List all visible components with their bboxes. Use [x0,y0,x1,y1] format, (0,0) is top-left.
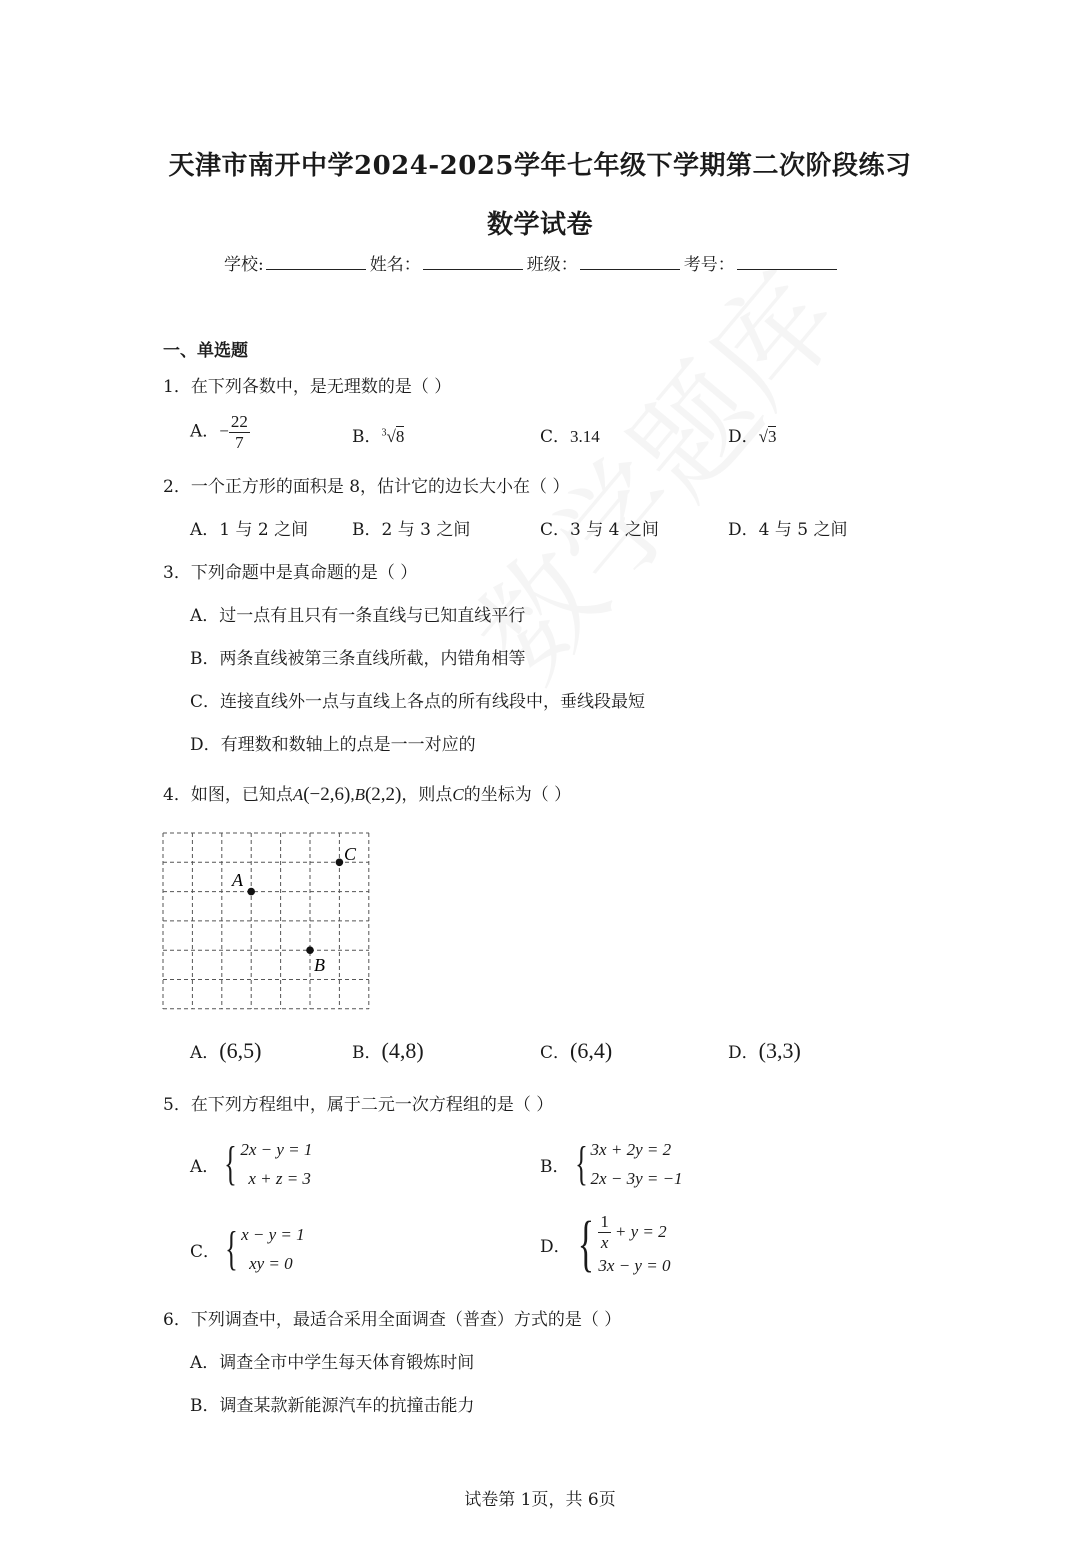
point-b-label: B [314,955,325,975]
option-value: (3,3) [758,1038,801,1063]
q5-stem: 5．在下列方程组中，属于二元一次方程组的是（ ） [163,1095,554,1115]
denominator: 7 [235,432,244,452]
class-blank [580,255,680,270]
q5-option-a [190,1135,312,1193]
q3-option-d: D．有理数和数轴上的点是一一对应的 [190,735,476,755]
brace: { [577,1210,594,1279]
option-value: (4,8) [381,1038,424,1063]
radicand: 3 [767,427,777,446]
option-label: A． [190,1156,220,1177]
option-label: D． [728,427,759,447]
q4-option-c [540,1038,612,1064]
option-label: A． [190,421,220,442]
point-c-label: C [344,844,357,864]
q1-option-c [540,422,600,447]
q6-option-a: A．调查全市中学生每天体育锻炼时间 [190,1353,475,1373]
option-label: C． [540,1043,571,1063]
stem-text: 4．如图，已知点 [163,785,293,805]
number-label: 考号： [683,255,735,275]
exam-title: 天津市南开中学2024-2025学年七年级下学期第二次阶段练习 [168,151,912,181]
equation: x − y = 1 [241,1225,305,1244]
brace: { [225,1222,238,1275]
q2-option-a: A．1 与 2 之间 [190,520,309,540]
point-a-coord: (−2,6) [303,784,351,805]
q1-option-b [352,422,404,447]
option-label: A． [190,1043,220,1063]
info-line [224,250,841,275]
option-value: (6,5) [219,1038,262,1063]
q3-option-c: C．连接直线外一点与直线上各点的所有线段中，垂线段最短 [190,692,646,712]
equation: 3x + 2y = 2 [590,1140,672,1159]
brace: { [224,1137,238,1190]
equation-system [219,1135,312,1193]
denominator: x [600,1232,609,1252]
option-label: D． [540,1236,571,1257]
fraction [598,1212,611,1252]
option-label: B． [352,1043,382,1063]
equation-system [220,1220,305,1278]
q1-stem: 1．在下列各数中，是无理数的是（ ） [163,377,452,397]
equation: + y = 2 [614,1222,667,1242]
equation: 2x − y = 1 [240,1140,313,1159]
fraction [229,412,250,452]
page-footer: 试卷第 1页，共 6页 [464,1490,616,1510]
option-value: 3.14 [570,427,600,446]
school-blank [266,255,366,270]
point-a-name: A [292,785,304,804]
equation: x + z = 3 [248,1169,311,1188]
grid-figure [160,830,374,1014]
point-a-dot [247,888,255,896]
q2-option-c: C．3 与 4 之间 [540,520,659,540]
option-label: B． [540,1156,570,1177]
equation-system [570,1135,683,1193]
equation: xy = 0 [249,1254,293,1273]
q4-option-d [728,1038,801,1064]
q2-option-d: D．4 与 5 之间 [728,520,848,540]
point-a-label: A [232,870,243,890]
equation: 2x − 3y = −1 [590,1169,683,1188]
equation: 3x − y = 0 [598,1256,671,1276]
q6-option-b: B．调查某款新能源汽车的抗撞击能力 [190,1396,475,1416]
numerator: 22 [230,412,248,431]
numerator: 1 [600,1212,609,1231]
radical-sign: √ [758,427,768,446]
q1-option-a [190,412,250,452]
minus-sign: − [219,421,229,441]
number-blank [737,255,837,270]
stem-text: 的坐标为（ ） [463,785,572,805]
q4-option-a [190,1038,261,1064]
option-label: D． [728,1043,759,1063]
point-c-dot [336,859,344,867]
root-index: 3 [381,427,387,439]
class-label: 班级： [526,255,578,275]
q5-option-d [540,1210,671,1279]
stem-text: ，则点 [401,785,453,805]
point-c-name: C [452,785,464,804]
name-blank [423,255,523,270]
q3-stem: 3．下列命题中是真命题的是（ ） [163,563,418,583]
school-label: 学校: [224,255,264,275]
option-label: C． [190,1241,221,1262]
q5-option-b [540,1135,683,1193]
q2-stem: 2．一个正方形的面积是 8，估计它的边长大小在（ ） [163,477,570,497]
brace: { [574,1137,588,1190]
q3-option-b: B．两条直线被第三条直线所截，内错角相等 [190,649,526,669]
name-label: 姓名： [369,255,421,275]
radical-sign: √ [386,427,396,446]
q5-option-c [190,1220,305,1278]
option-value: (6,4) [570,1038,613,1063]
option-label: B． [352,427,382,447]
exam-subtitle: 数学试卷 [486,210,593,240]
q6-stem: 6．下列调查中，最适合采用全面调查（普查）方式的是（ ） [163,1310,622,1330]
point-b-name: B [354,785,365,804]
option-label: C． [540,427,571,447]
point-b-coord: (2,2) [364,784,402,805]
equation-system [571,1210,671,1279]
q3-option-a: A．过一点有且只有一条直线与已知直线平行 [190,606,526,626]
point-b-dot [306,946,314,954]
section-heading: 一、单选题 [163,341,248,361]
q1-option-d [728,422,776,447]
q4-option-b [352,1038,424,1064]
q2-option-b: B．2 与 3 之间 [352,520,471,540]
q4-stem: 4．如图，已知点A(−2,6),B(2,2)，则点C的坐标为（ ） [163,784,572,805]
radicand: 8 [395,427,405,446]
